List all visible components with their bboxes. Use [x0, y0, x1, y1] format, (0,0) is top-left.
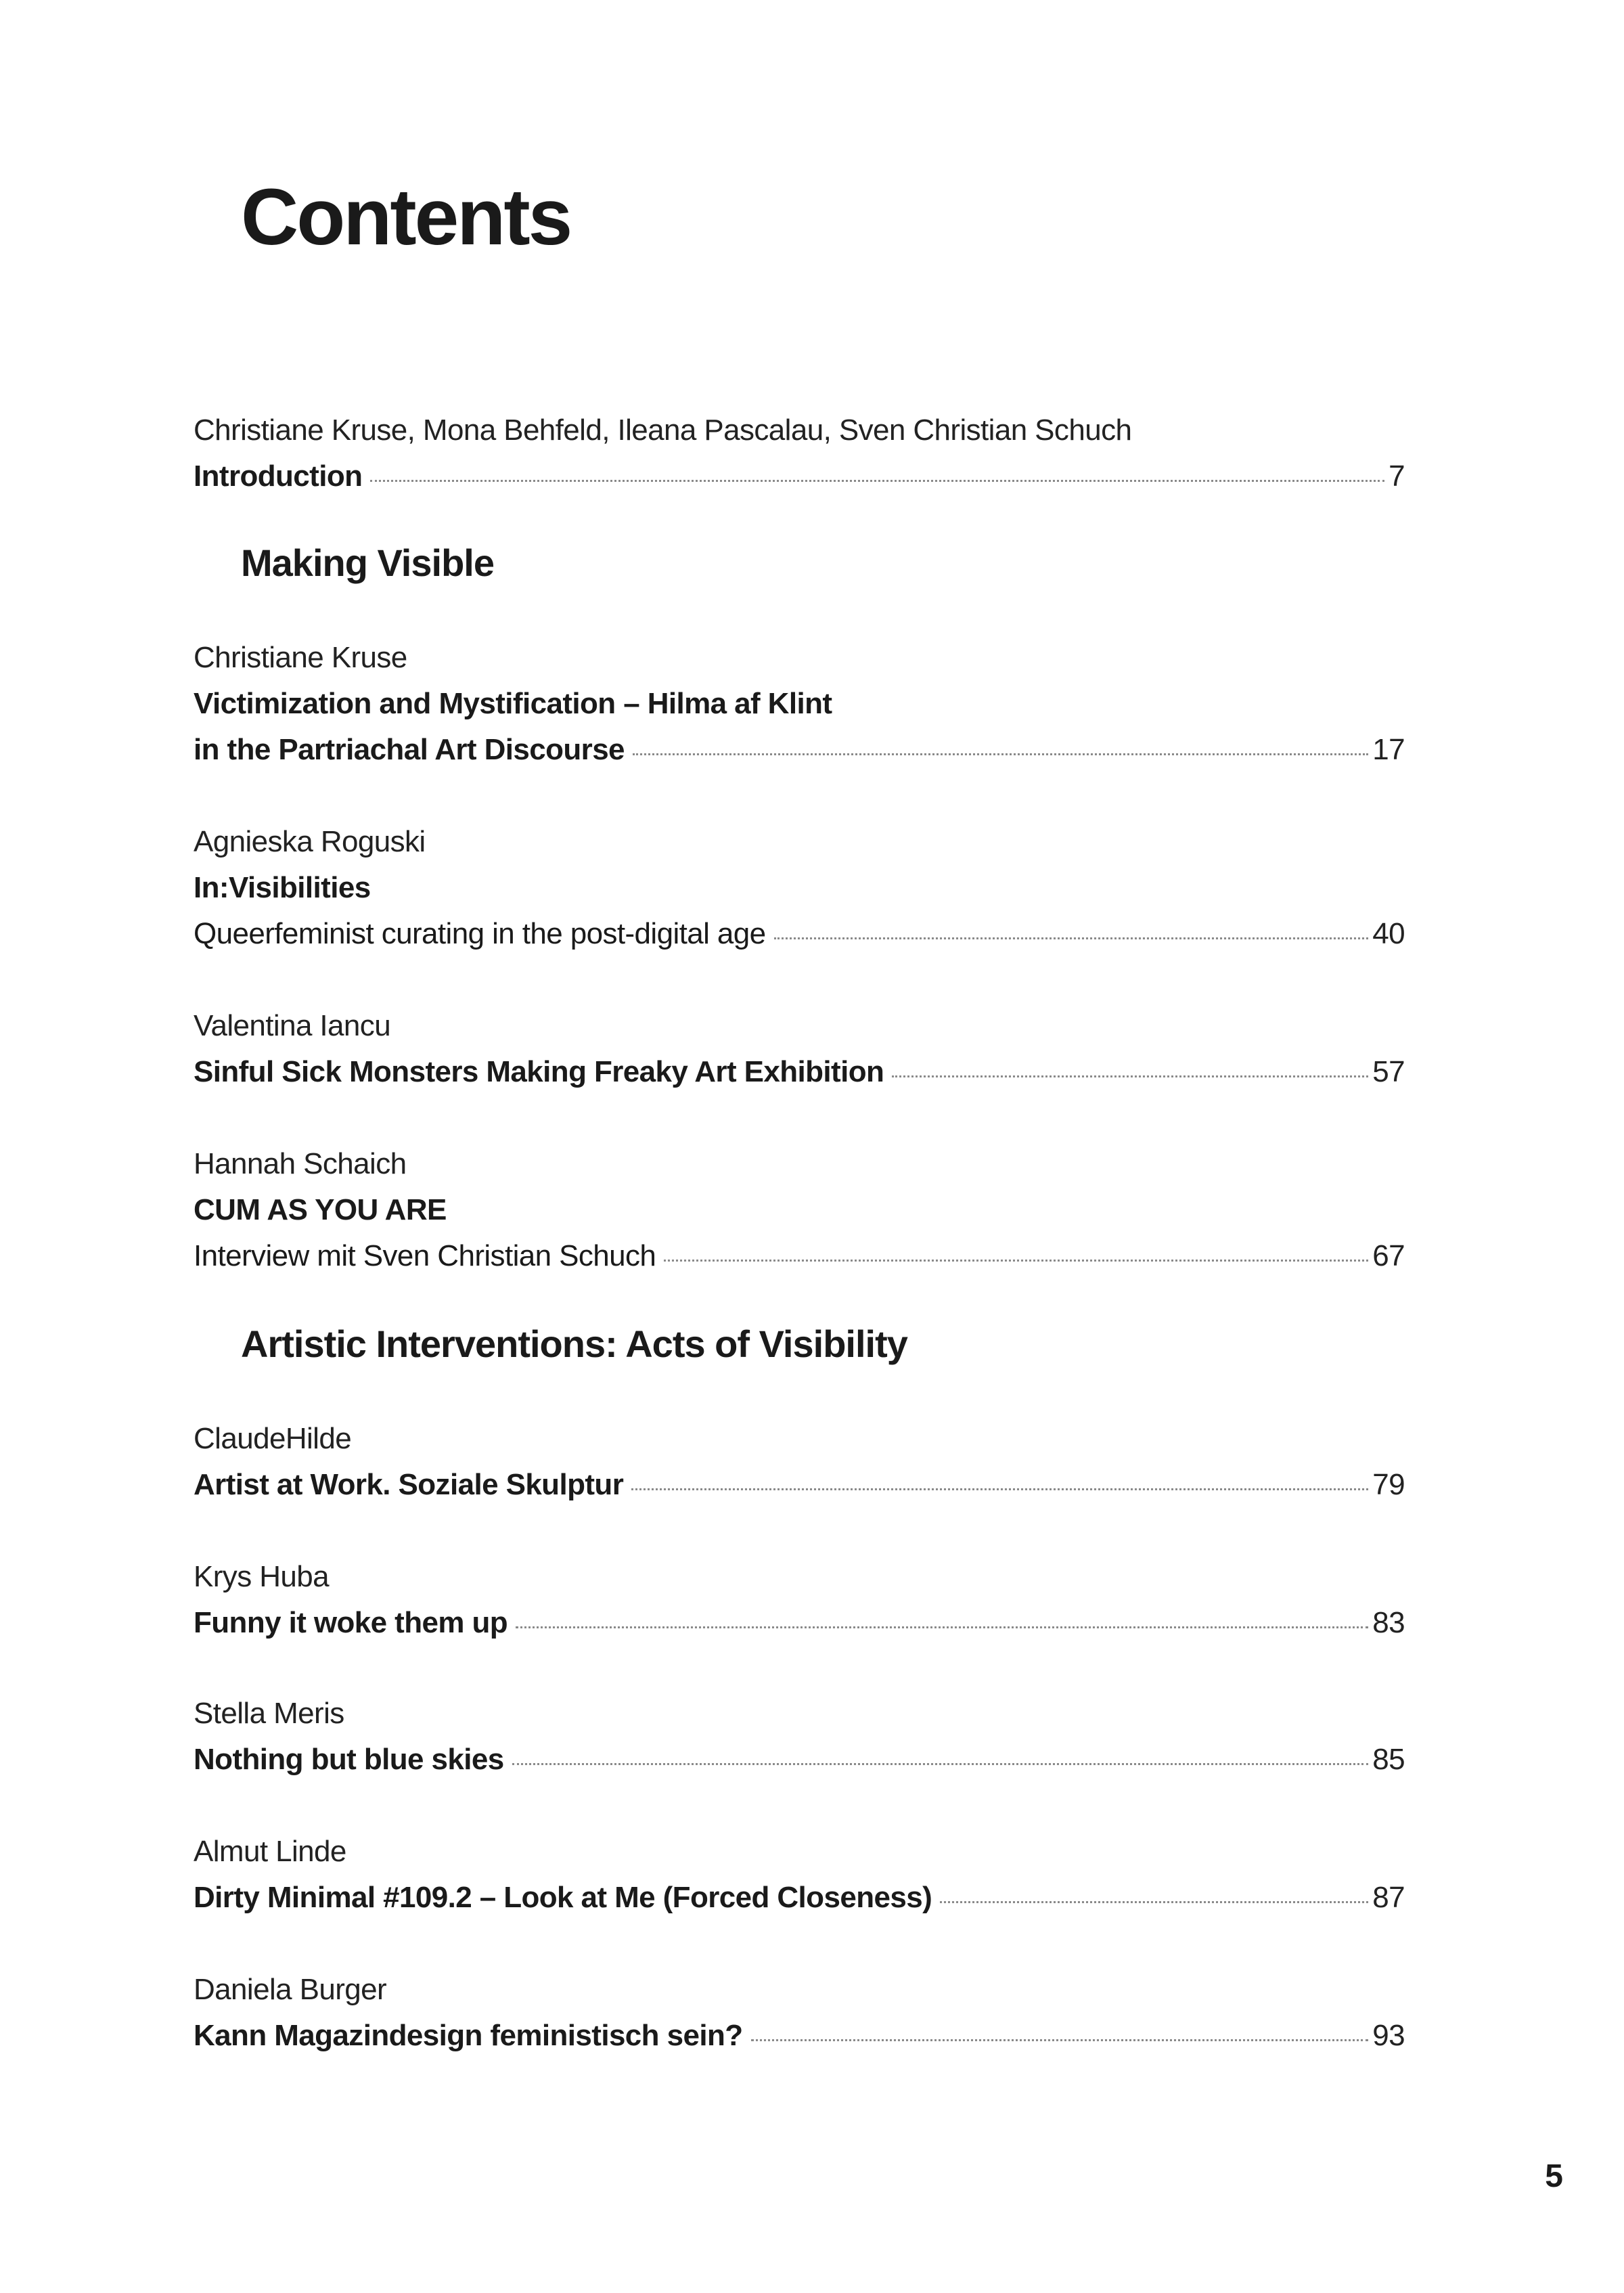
toc-author: Valentina Iancu	[194, 1009, 391, 1042]
toc-author: Krys Huba	[194, 1560, 330, 1593]
toc-page-number: 40	[1372, 917, 1405, 950]
toc-entry-title[interactable]: In:Visibilities	[194, 871, 371, 904]
toc-entry[interactable]	[194, 1737, 1405, 1783]
dot-leader	[370, 480, 1384, 482]
toc-page-number: 83	[1372, 1606, 1405, 1639]
toc-entry[interactable]	[194, 727, 1405, 773]
toc-entry-title[interactable]: Victimization and Mystification – Hilma af Klint	[194, 687, 832, 720]
toc-entry-title: Sinful Sick Monsters Making Freaky Art Exhibition	[194, 1055, 884, 1088]
toc-entry[interactable]	[194, 2013, 1405, 2059]
toc-author: Almut Linde	[194, 1835, 346, 1868]
toc-page-number: 93	[1372, 2019, 1405, 2052]
toc-page-number: 87	[1372, 1881, 1405, 1914]
toc-page-number: 7	[1389, 460, 1405, 493]
toc-author: Christiane Kruse	[194, 641, 407, 674]
section-heading-artistic-interventions: Artistic Interventions: Acts of Visibility	[241, 1322, 907, 1365]
toc-entry[interactable]	[194, 1049, 1405, 1095]
toc-entry[interactable]	[194, 1600, 1405, 1646]
toc-entry-title: Nothing but blue skies	[194, 1743, 504, 1776]
toc-entry-title[interactable]: CUM AS YOU ARE	[194, 1193, 447, 1226]
toc-entry-title: Dirty Minimal #109.2 – Look at Me (Forced Closeness)	[194, 1881, 932, 1914]
toc-entry[interactable]	[194, 1233, 1405, 1279]
toc-author: Stella Meris	[194, 1697, 344, 1730]
toc-entry[interactable]	[194, 911, 1405, 957]
toc-entry-title: Introduction	[194, 460, 363, 493]
dot-leader	[892, 1075, 1368, 1077]
toc-entry[interactable]	[194, 1875, 1405, 1921]
toc-author: ClaudeHilde	[194, 1422, 352, 1455]
toc-entry-title: Artist at Work. Soziale Skulptur	[194, 1468, 624, 1501]
toc-page-number: 57	[1372, 1055, 1405, 1088]
toc-entry-subtitle: Interview mit Sven Christian Schuch	[194, 1239, 656, 1272]
toc-page-number: 17	[1372, 733, 1405, 766]
toc-author: Daniela Burger	[194, 1973, 387, 2006]
dot-leader	[516, 1626, 1368, 1628]
toc-page-number: 85	[1372, 1743, 1405, 1776]
dot-leader	[631, 1488, 1368, 1490]
toc-page-number: 67	[1372, 1239, 1405, 1272]
page-number: 5	[1545, 2158, 1563, 2194]
toc-entry[interactable]	[194, 1462, 1405, 1508]
dot-leader	[774, 937, 1369, 939]
dot-leader	[512, 1763, 1369, 1765]
toc-author: Agnieska Roguski	[194, 825, 426, 858]
toc-entry-title: Funny it woke them up	[194, 1606, 508, 1639]
toc-page-number: 79	[1372, 1468, 1405, 1501]
toc-author: Hannah Schaich	[194, 1147, 407, 1180]
dot-leader	[633, 753, 1368, 755]
toc-entry-introduction[interactable]	[194, 453, 1405, 499]
toc-entry-title: Kann Magazindesign feministisch sein?	[194, 2019, 743, 2052]
toc-entry-title: in the Partriachal Art Discourse	[194, 733, 625, 766]
section-heading-making-visible: Making Visible	[241, 541, 494, 584]
toc-entry-subtitle: Queerfeminist curating in the post-digital age	[194, 917, 766, 950]
dot-leader	[751, 2039, 1369, 2041]
toc-author: Christiane Kruse, Mona Behfeld, Ileana Pascalau, Sven Christian Schuch	[194, 414, 1132, 447]
dot-leader	[664, 1260, 1368, 1262]
page-title: Contents	[241, 173, 571, 262]
dot-leader	[940, 1901, 1368, 1903]
